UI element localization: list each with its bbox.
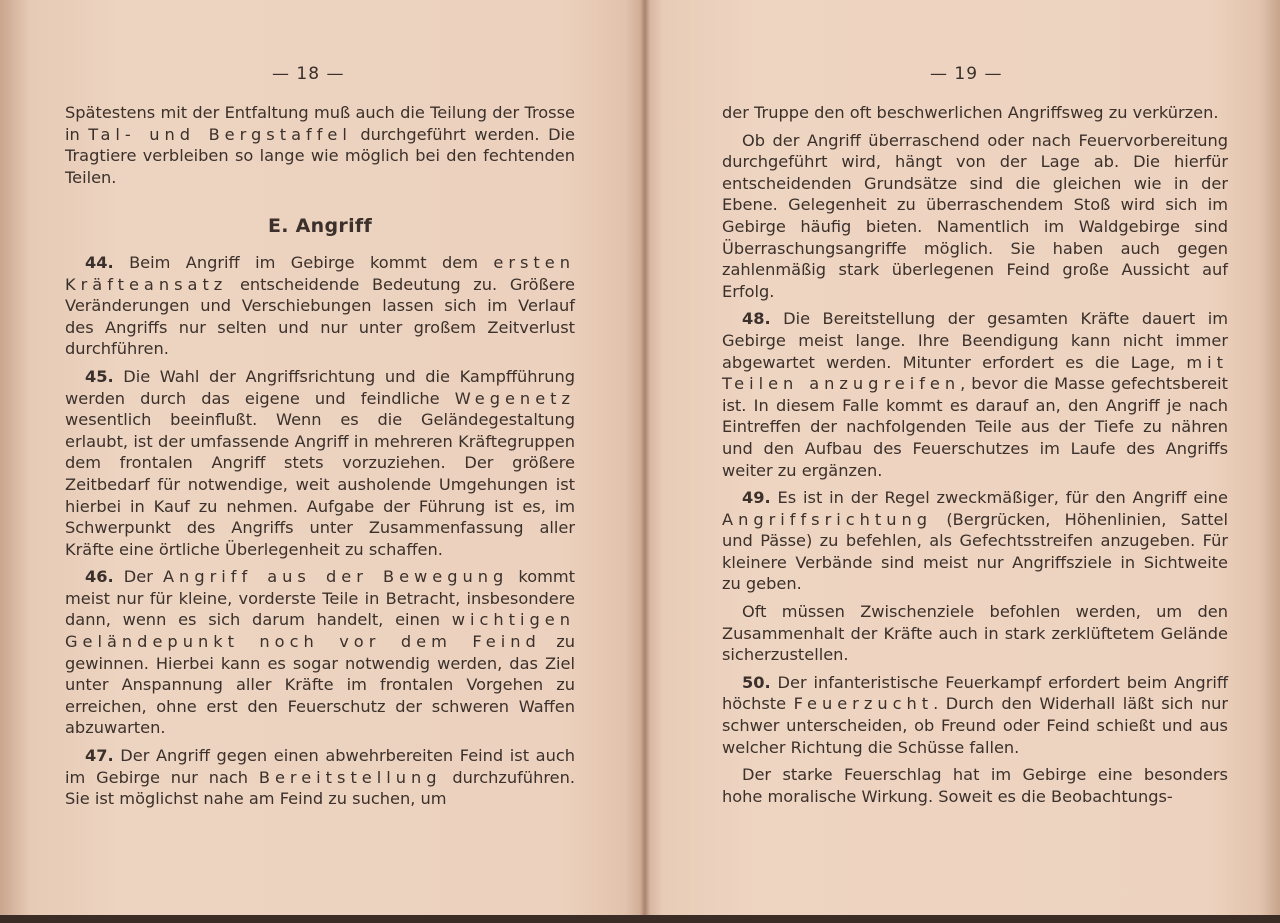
paragraph-intro [65, 102, 575, 188]
left-text-column [65, 102, 575, 816]
text-run: Die Wahl der Angriffsrichtung und die Kampfführung werden durch das eigene und feindliche [65, 366, 575, 408]
paragraph-number: 49. [742, 488, 771, 508]
paragraph-number: 48. [742, 309, 771, 329]
paragraph-46 [65, 566, 575, 739]
paragraph-47 [65, 745, 575, 810]
paragraph-number: 50. [742, 672, 771, 692]
page-number-left: — 18 — [272, 64, 345, 84]
text-run: durchzuführen. Sie ist möglichst nahe am Feind zu suchen, um [65, 767, 575, 809]
text-run: Der Angriff gegen einen abwehrbereiten Feind ist auch im Gebirge nur nach [65, 746, 575, 787]
right-page [645, 0, 1280, 923]
text-run: . Durch den Widerhall läßt sich nur schwer unterscheiden, ob Freund oder Feind schießt und aus welcher Richtung die Schüsse fallen. [722, 694, 1228, 757]
text-run: , bevor die Masse gefechtsbereit ist. In diesem Falle kommt es darauf an, den Angriff je nach Eintreffen der nachfolgenden Teile aus der Tiefe zu nähren und den Aufbau des Feuerschutzes im Laufe des Angriffs weiter zu ergänzen. [722, 374, 1228, 480]
paragraph-45 [65, 366, 575, 560]
text-run: zu gewinnen. Hierbei kann es sogar notwendig werden, das Ziel unter Anspannung aller Kräfte im frontalen Vorgehen zu erreichen, ohne erst den Feuerschutz der schweren Waffen abzuwarten. [65, 632, 575, 738]
right-text-column [722, 102, 1228, 813]
emphasis-spaced: Wegenetz [454, 388, 575, 408]
bottom-edge [0, 915, 1280, 923]
text-run: Es ist in der Regel zweckmäßiger, für den Angriff eine [770, 488, 1228, 508]
paragraph-44 [65, 252, 575, 360]
paragraph-der: Der starke Feuerschlag hat im Gebirge eine besonders hohe moralische Wirkung. Soweit es die Beobachtungs- [722, 765, 1228, 806]
text-run: Beim Angriff im Gebirge kommt dem [113, 252, 494, 272]
paragraph-continuation: der Truppe den oft beschwerlichen Angriffsweg zu verkürzen. [722, 103, 1219, 122]
text-run: wesentlich beeinflußt. Wenn es die Geländegestaltung erlaubt, ist der umfassende Angriff in mehreren Kräftegruppen dem frontalen Angriff stets vorzuziehen. Der größere Zeitbedarf für notwendige, weit ausholende Umgehungen ist hierbei in Kauf zu nehmen. Aufgabe der Führung ist es, im Schwerpunkt des Angriffs unter Zusammenfassung aller Kräfte eine örtliche Überlegenheit zu schaffen. [65, 410, 575, 559]
book-gutter [640, 0, 650, 923]
emphasis-spaced: Angriffsrichtung [722, 509, 933, 529]
paragraph-oft: Oft müssen Zwischenziele befohlen werden, um den Zusammenhalt der Kräfte auch in stark zerklüftetem Gelände sicherzustellen. [722, 602, 1228, 665]
paragraph-number: 45. [85, 366, 114, 386]
paragraph-number: 46. [85, 567, 114, 587]
emphasis-spaced: ersten Kräfteansatz [65, 252, 575, 294]
paragraph-ob: Ob der Angriff überraschend oder nach Feuervorbereitung durchgeführt wird, hängt von der Lage ab. Die hierfür entscheidenden Grundsätze sind die gleichen wie in der Ebene. Gelegenheit zu überraschendem Stoß wird sich im Gebirge häufig bieten. Namentlich im Waldgebirge sind Überraschungsangriffe möglich. Sie haben auch gegen zahlenmäßig stark überlegenen Feind große Aussicht auf Erfolg. [722, 130, 1228, 301]
emphasis-spaced: Bereitstellung [258, 767, 442, 787]
text-run: durchgeführt werden. Die Tragtiere verbleiben so lange wie möglich bei den fechtenden Teilen. [65, 124, 575, 187]
emphasis-spaced: Tal- und Bergstaffel [88, 124, 352, 144]
emphasis-spaced: Feuerzucht [793, 694, 934, 714]
paragraph-49 [722, 487, 1228, 595]
text-run: Der infanteristische Feuerkampf erfordert beim Angriff höchste [722, 672, 1228, 714]
text-run: kommt meist nur für kleine, vorderste Teile in Betracht, insbesondere dann, wenn es sich darum handelt, einen [65, 567, 575, 630]
paragraph-number: 47. [85, 746, 114, 766]
emphasis-spaced: wichtigen Geländepunkt noch vor dem Feind [65, 610, 575, 652]
page-number-right: — 19 — [930, 64, 1003, 84]
text-run: Der [113, 567, 163, 587]
paragraph-48 [722, 308, 1228, 481]
text-run: (Bergrücken, Höhenlinien, Sattel und Pässe) zu befehlen, als Gefechtsstreifen anzugeben. Für kleinere Verbände sind meist nur Angriffsziele in Sichtweite zu geben. [722, 509, 1228, 594]
text-run: Die Bereitstellung der gesamten Kräfte dauert im Gebirge meist lange. Ihre Beendigung kann nicht immer abgewartet werden. Mitunter erfordert es die Lage, [722, 309, 1228, 372]
text-run: entscheidende Bedeutung zu. Größere Veränderungen und Verschiebungen lassen sich im Verlauf des Angriffs nur selten und nur unter großem Zeitverlust durchführen. [65, 274, 575, 359]
emphasis-spaced: Angriff aus der Bewegung [162, 567, 509, 587]
emphasis-spaced: mit Teilen anzugreifen [722, 352, 1228, 394]
text-run: Spätestens mit der Entfaltung muß auch die Teilung der Trosse in [65, 103, 575, 144]
paragraph-50 [722, 672, 1228, 758]
paragraph-number: 44. [85, 252, 114, 272]
section-heading: E. Angriff [267, 215, 373, 238]
